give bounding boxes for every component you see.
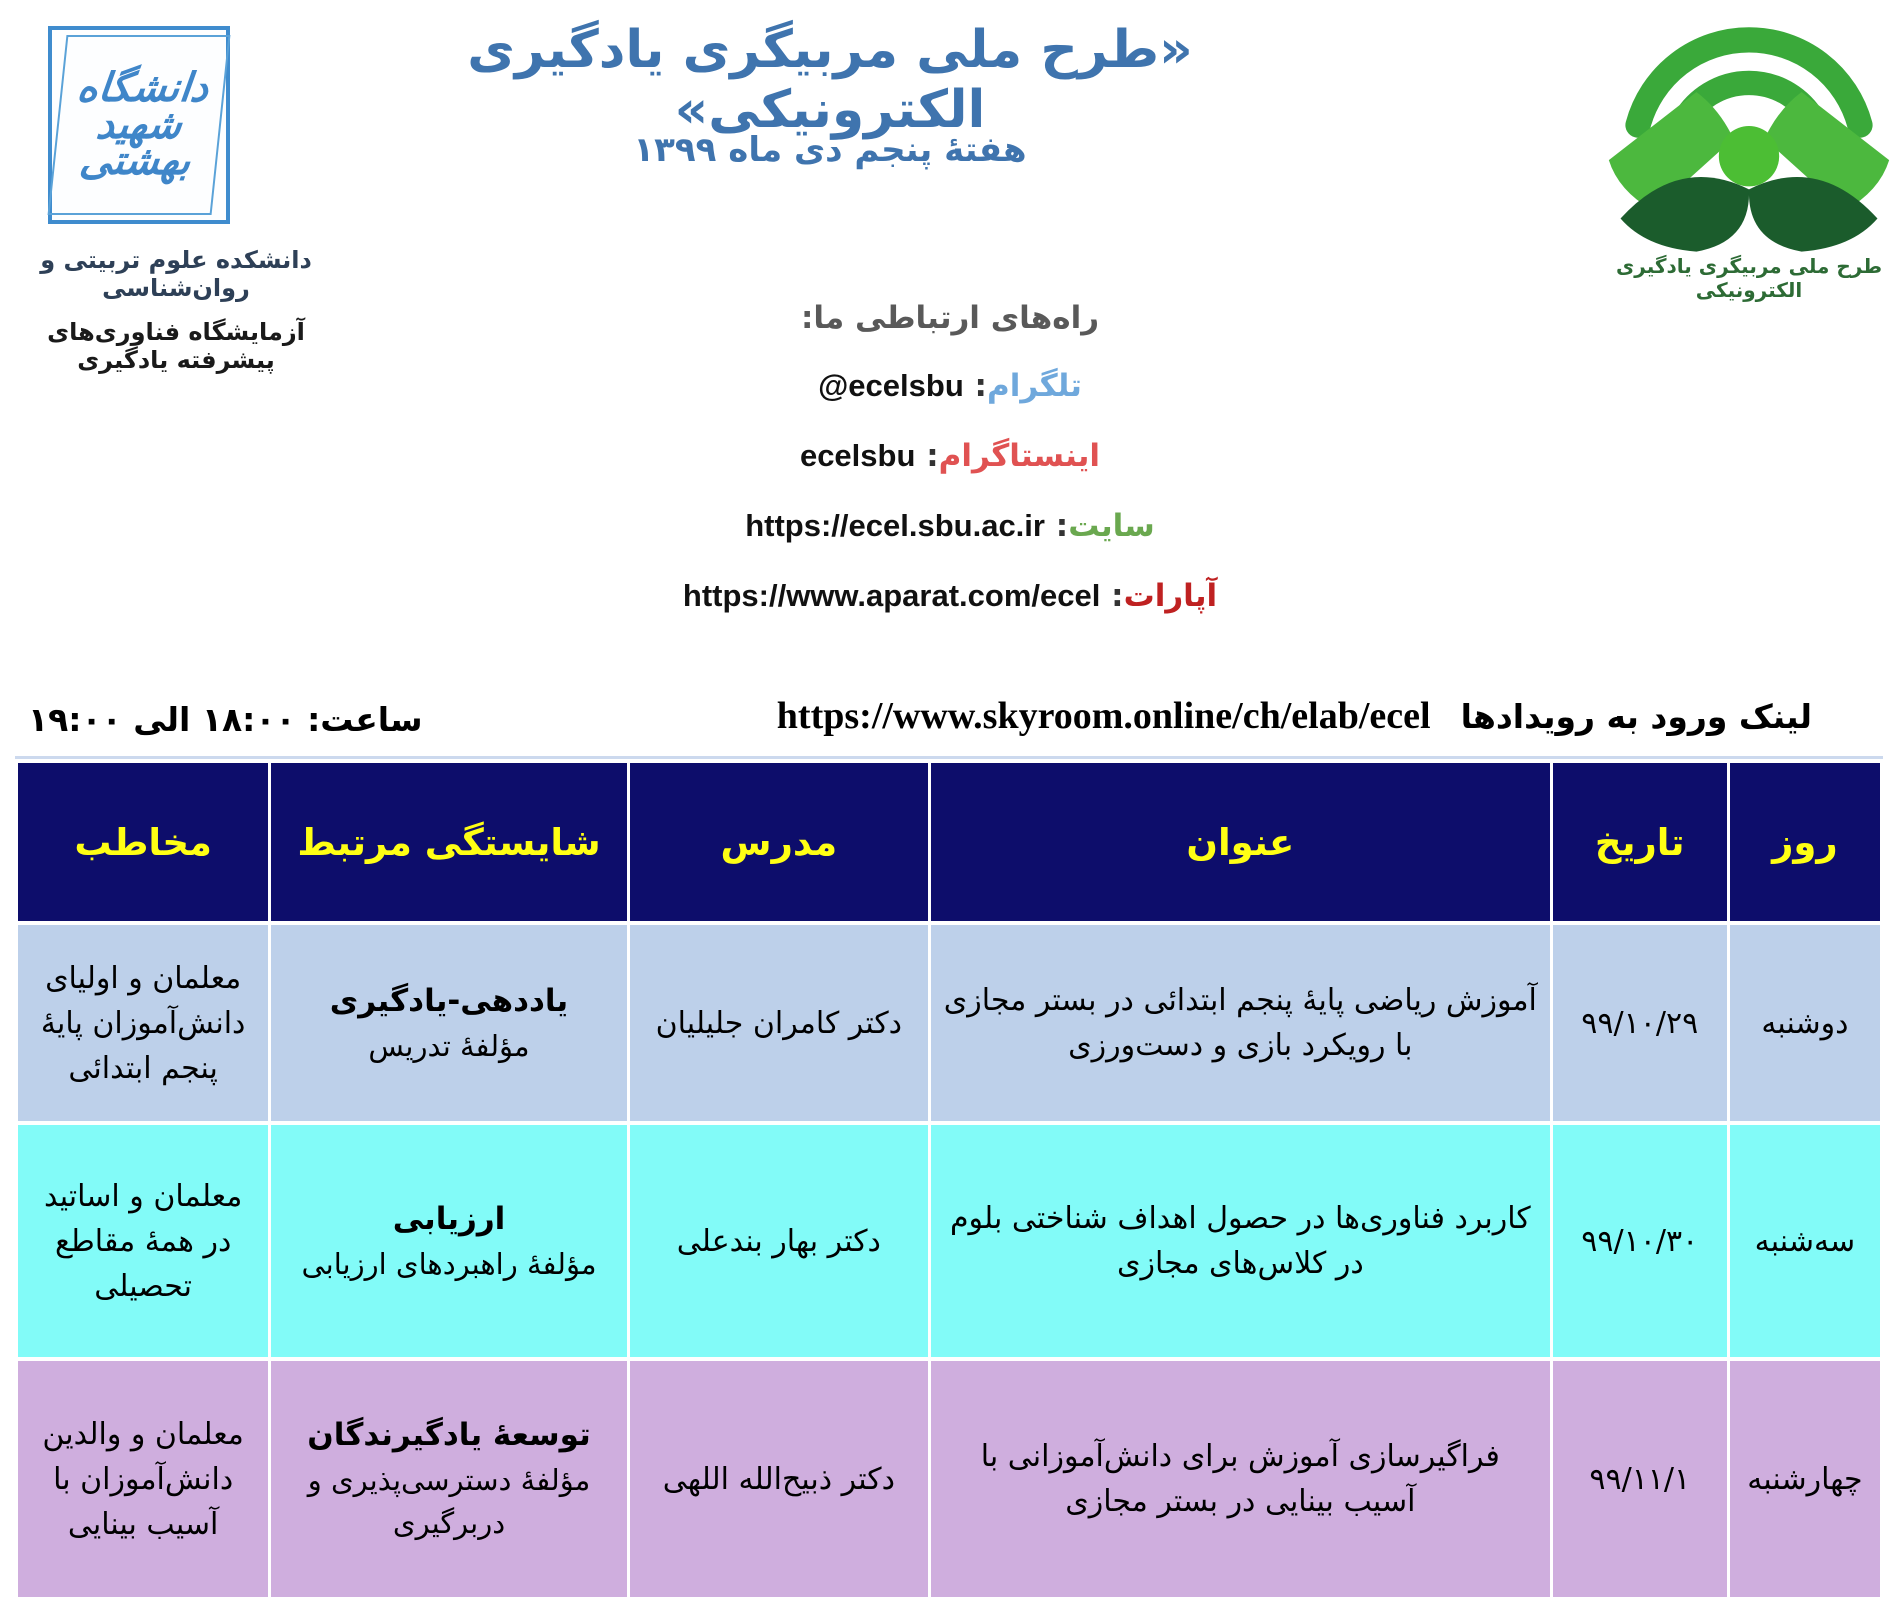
event-link-row — [600, 694, 1812, 738]
column-header-day: روز — [1730, 763, 1880, 921]
colon: : — [1100, 578, 1124, 614]
cell-instructor: دکتر کامران جلیلیان — [630, 925, 928, 1121]
schedule-table — [15, 759, 1883, 1601]
telegram-label: تلگرام — [986, 368, 1082, 404]
contact-heading: راه‌های ارتباطی ما: — [800, 300, 1100, 336]
cell-competency — [271, 1125, 626, 1357]
competency-sub: مؤلفۀ دسترسی‌پذیری و دربرگیری — [307, 1462, 591, 1541]
cell-competency — [271, 1361, 626, 1597]
instagram-handle[interactable]: ecelsbu — [799, 438, 916, 473]
colon: : — [1044, 508, 1069, 544]
contact-instagram — [550, 438, 1350, 474]
cell-day: سه‌شنبه — [1730, 1125, 1880, 1357]
university-seal-logo — [48, 26, 230, 224]
faculty-name: دانشکده علوم تربیتی و روان‌شناسی — [40, 246, 312, 302]
competency-sub: مؤلفۀ تدریس — [368, 1028, 530, 1063]
competency-main: یاددهی-یادگیری — [329, 983, 569, 1019]
competency-sub: مؤلفۀ راهبردهای ارزیابی — [301, 1246, 597, 1281]
website-url[interactable]: https://ecel.sbu.ac.ir — [745, 508, 1045, 543]
seal-word-1: دانشگاه — [74, 64, 211, 111]
cell-audience: معلمان و اساتید در همۀ مقاطع تحصیلی — [18, 1125, 268, 1357]
cell-title: آموزش ریاضی پایۀ پنجم ابتدائی در بستر مجازی با رویکرد بازی و دست‌ورزی — [931, 925, 1550, 1121]
session-time: ساعت: ۱۸:۰۰ الی ۱۹:۰۰ — [28, 700, 423, 739]
cell-instructor: دکتر بهار بندعلی — [630, 1125, 928, 1357]
elearning-coaching-logo-icon — [1603, 2, 1895, 254]
cell-day: چهارشنبه — [1730, 1361, 1880, 1597]
cell-title: کاربرد فناوری‌ها در حصول اهداف شناختی بلوم در کلاس‌های مجازی — [931, 1125, 1550, 1357]
contact-block — [550, 300, 1350, 648]
column-header-audience: مخاطب — [18, 763, 268, 921]
program-logo — [1603, 2, 1895, 302]
column-header-instructor: مدرس — [630, 763, 928, 921]
cell-date: ۹۹/۱۰/۲۹ — [1553, 925, 1727, 1121]
cell-title: فراگیرسازی آموزش برای دانش‌آموزانی با آسیب بینایی در بستر مجازی — [931, 1361, 1550, 1597]
aparat-url[interactable]: https://www.aparat.com/ecel — [682, 578, 1101, 613]
table-row — [18, 1125, 1880, 1357]
table-header-row — [18, 763, 1880, 921]
competency-main: توسعۀ یادگیرندگان — [307, 1417, 591, 1454]
website-label: سایت — [1068, 508, 1155, 544]
table-row — [18, 925, 1880, 1121]
skyroom-url[interactable]: https://www.skyroom.online/ch/elab/ecel — [776, 695, 1431, 737]
faculty-block — [4, 246, 348, 374]
page-title: «طرح ملی مربیگری یادگیری الکترونیکی» — [467, 20, 1193, 140]
colon: : — [963, 368, 987, 404]
contact-aparat — [550, 578, 1350, 614]
cell-date: ۹۹/۱۱/۱ — [1553, 1361, 1727, 1597]
aparat-label: آپارات — [1123, 578, 1218, 614]
program-logo-caption: طرح ملی مربیگری یادگیری الکترونیکی — [1615, 254, 1883, 302]
contact-website — [550, 508, 1350, 544]
cell-day: دوشنبه — [1730, 925, 1880, 1121]
table-row — [18, 1361, 1880, 1597]
column-header-competency: شایستگی مرتبط — [271, 763, 626, 921]
seal-word-2: شهید — [94, 101, 184, 148]
cell-competency — [271, 925, 626, 1121]
contact-telegram — [550, 368, 1350, 404]
competency-main: ارزیابی — [392, 1201, 506, 1237]
page-subtitle: هفتۀ پنجم دی ماه ۱۳۹۹ — [633, 130, 1027, 170]
instagram-label: اینستاگرام — [938, 438, 1101, 474]
cell-audience: معلمان و اولیای دانش‌آموزان پایۀ پنجم ابتدائی — [18, 925, 268, 1121]
laboratory-name: آزمایشگاه فناوری‌های پیشرفته یادگیری — [47, 318, 305, 374]
telegram-handle[interactable]: @ecelsbu — [818, 368, 964, 403]
column-header-date: تاریخ — [1553, 763, 1727, 921]
seal-word-3: بهشتی — [77, 138, 193, 185]
column-header-title: عنوان — [931, 763, 1550, 921]
cell-audience: معلمان و والدین دانش‌آموزان با آسیب بینایی — [18, 1361, 268, 1597]
event-link-label: لینک ورود به رویدادها — [1460, 697, 1812, 736]
cell-date: ۹۹/۱۰/۳۰ — [1553, 1125, 1727, 1357]
cell-instructor: دکتر ذبیح‌الله اللهی — [630, 1361, 928, 1597]
colon: : — [915, 438, 939, 474]
university-seal-calligraphy — [48, 35, 231, 215]
